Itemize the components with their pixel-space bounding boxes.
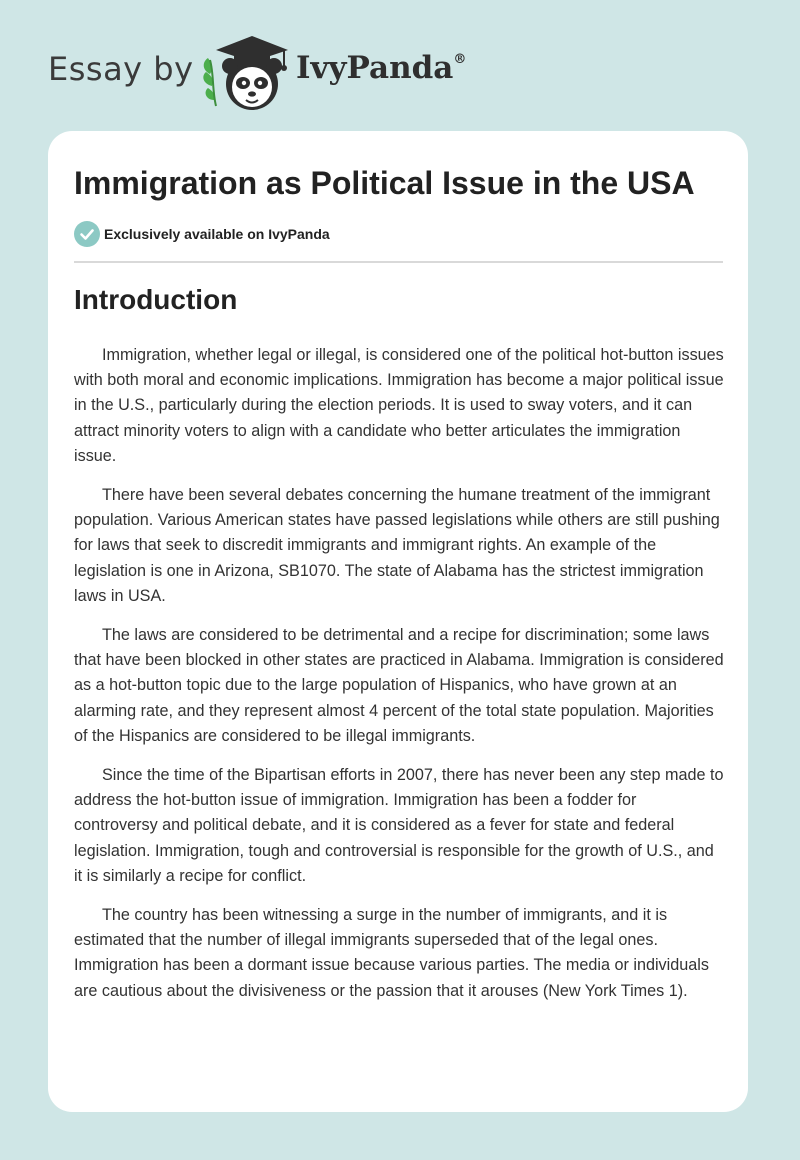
panda-graduate-icon (200, 30, 292, 112)
essay-by-label: Essay by (48, 50, 194, 88)
exclusive-badge-label: Exclusively available on IvyPanda (104, 226, 330, 242)
check-circle-icon (74, 221, 100, 247)
essay-card (48, 131, 748, 1112)
paragraph: The laws are considered to be detrimental and a recipe for discrimination; some laws that have been blocked in other states are practiced in Alabama. Immigration is considered as a hot-button topic due to the large population of Hispanics, who have grown at an alarming rate, and they represent almost 4 percent of the total state population. Majorities of the Hispanics are considered to be illegal immigrants. (74, 626, 724, 745)
paragraph: Since the time of the Bipartisan efforts in 2007, there has never been any step made to address the hot-button issue of immigration. Immigration has been a fodder for controversy and political debate, and it is considered as a fever for state and federal legislation. Immigration, tough and controversial is responsible for the growth of U.S., and it is similarly a recipe for conflict. (74, 766, 724, 885)
section-heading-introduction: Introduction (74, 284, 238, 315)
brand-name: IvyPanda (296, 50, 454, 86)
article-body (74, 343, 724, 1018)
site-header (0, 0, 800, 130)
divider (74, 261, 723, 263)
registered-mark: ® (453, 51, 467, 67)
paragraph: The country has been witnessing a surge in the number of immigrants, and it is estimated that the number of illegal immigrants superseded that of the legal ones. Immigration has been a dormant issue because various parties. The media or individuals are cautious about the divisiveness or the passion that it arouses (New York Times 1). (74, 906, 709, 1000)
exclusive-badge (74, 221, 330, 247)
paragraph: Immigration, whether legal or illegal, is considered one of the political hot-button issues with both moral and economic implications. Immigration has become a major political issue in the U.S., particularly during the election periods. It is used to sway voters, and it can attract minority voters to align with a candidate who better articulates the immigration issue. (74, 346, 724, 465)
paragraph: There have been several debates concerning the humane treatment of the immigrant population. Various American states have passed legislations while others are still pushing for laws that seek to discredit immigrants and immigrant rights. An example of the legislation is one in Arizona, SB1070. The state of Alabama has the strictest immigration laws in USA. (74, 486, 720, 605)
page-title: Immigration as Political Issue in the USA (74, 165, 695, 201)
brand-logo-text[interactable] (296, 50, 466, 86)
